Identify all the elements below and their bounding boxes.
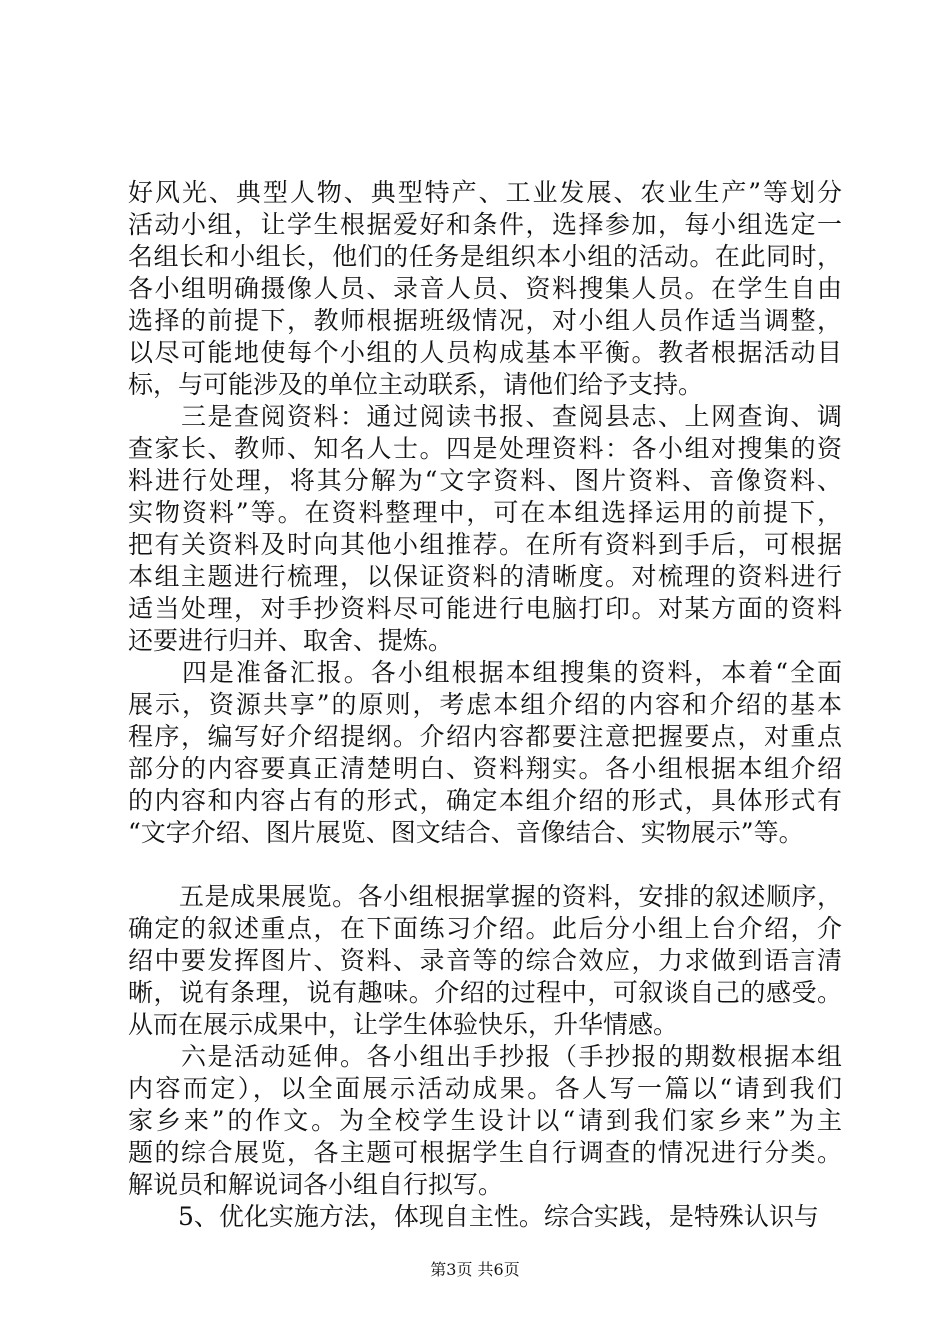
text-line: 查家长、教师、知名人士。四是处理资料：各小组对搜集的资: [128, 434, 842, 463]
text-line: 五是成果展览。各小组根据掌握的资料，安排的叙述顺序，: [128, 882, 842, 911]
text-line: 实物资料”等。在资料整理中，可在本组选择运用的前提下，: [128, 498, 842, 527]
text-line: 展示，资源共享”的原则，考虑本组介绍的内容和介绍的基本: [128, 690, 842, 719]
text-line: 把有关资料及时向其他小组推荐。在所有资料到手后，可根据: [128, 530, 842, 559]
text-line: 5、优化实施方法，体现自主性。综合实践，是特殊认识与: [128, 1202, 819, 1231]
text-line: “文字介绍、图片展览、图文结合、音像结合、实物展示”等。: [128, 818, 804, 847]
text-line: 好风光、典型人物、典型特产、工业发展、农业生产”等划分: [128, 178, 842, 207]
text-line: 绍中要发挥图片、资料、录音等的综合效应，力求做到语言清: [128, 946, 842, 975]
text-line: 料进行处理，将其分解为“文字资料、图片资料、音像资料、: [128, 466, 842, 495]
text-line: 题的综合展览，各主题可根据学生自行调查的情况进行分类。: [128, 1138, 842, 1167]
text-line: 适当处理，对手抄资料尽可能进行电脑打印。对某方面的资料: [128, 594, 842, 623]
text-line: 标，与可能涉及的单位主动联系，请他们给予支持。: [128, 370, 704, 399]
text-line: 的内容和内容占有的形式，确定本组介绍的形式，具体形式有: [128, 786, 842, 815]
text-line: 本组主题进行梳理，以保证资料的清晰度。对梳理的资料进行: [128, 562, 842, 591]
text-line: 各小组明确摄像人员、录音人员、资料搜集人员。在学生自由: [128, 274, 842, 303]
page-number-footer: 第3页 共6页: [430, 1260, 520, 1279]
text-line: 还要进行归并、取舍、提炼。: [128, 626, 454, 655]
text-line: 四是准备汇报。各小组根据本组搜集的资料，本着“全面: [128, 658, 842, 687]
text-line: 活动小组，让学生根据爱好和条件，选择参加，每小组选定一: [128, 210, 842, 239]
text-line: 解说员和解说词各小组自行拟写。: [128, 1170, 504, 1199]
text-line: 确定的叙述重点，在下面练习介绍。此后分小组上台介绍，介: [128, 914, 842, 943]
text-line: 内容而定），以全面展示活动成果。各人写一篇以“请到我们: [128, 1074, 842, 1103]
text-line: 晰，说有条理，说有趣味。介绍的过程中，可叙谈自己的感受。: [128, 978, 842, 1007]
text-line: 家乡来”的作文。为全校学生设计以“请到我们家乡来”为主: [128, 1106, 842, 1135]
text-line: 三是查阅资料：通过阅读书报、查阅县志、上网查询、调: [128, 402, 842, 431]
text-line: 部分的内容要真正清楚明白、资料翔实。各小组根据本组介绍: [128, 754, 842, 783]
text-line: 名组长和小组长，他们的任务是组织本小组的活动。在此同时，: [128, 242, 842, 271]
text-line: 程序，编写好介绍提纲。介绍内容都要注意把握要点，对重点: [128, 722, 842, 751]
text-line: 从而在展示成果中，让学生体验快乐，升华情感。: [128, 1010, 679, 1039]
text-line: 以尽可能地使每个小组的人员构成基本平衡。教者根据活动目: [128, 338, 842, 367]
text-line: 选择的前提下，教师根据班级情况，对小组人员作适当调整，: [128, 306, 842, 335]
text-line: 六是活动延伸。各小组出手抄报（手抄报的期数根据本组: [128, 1042, 842, 1071]
